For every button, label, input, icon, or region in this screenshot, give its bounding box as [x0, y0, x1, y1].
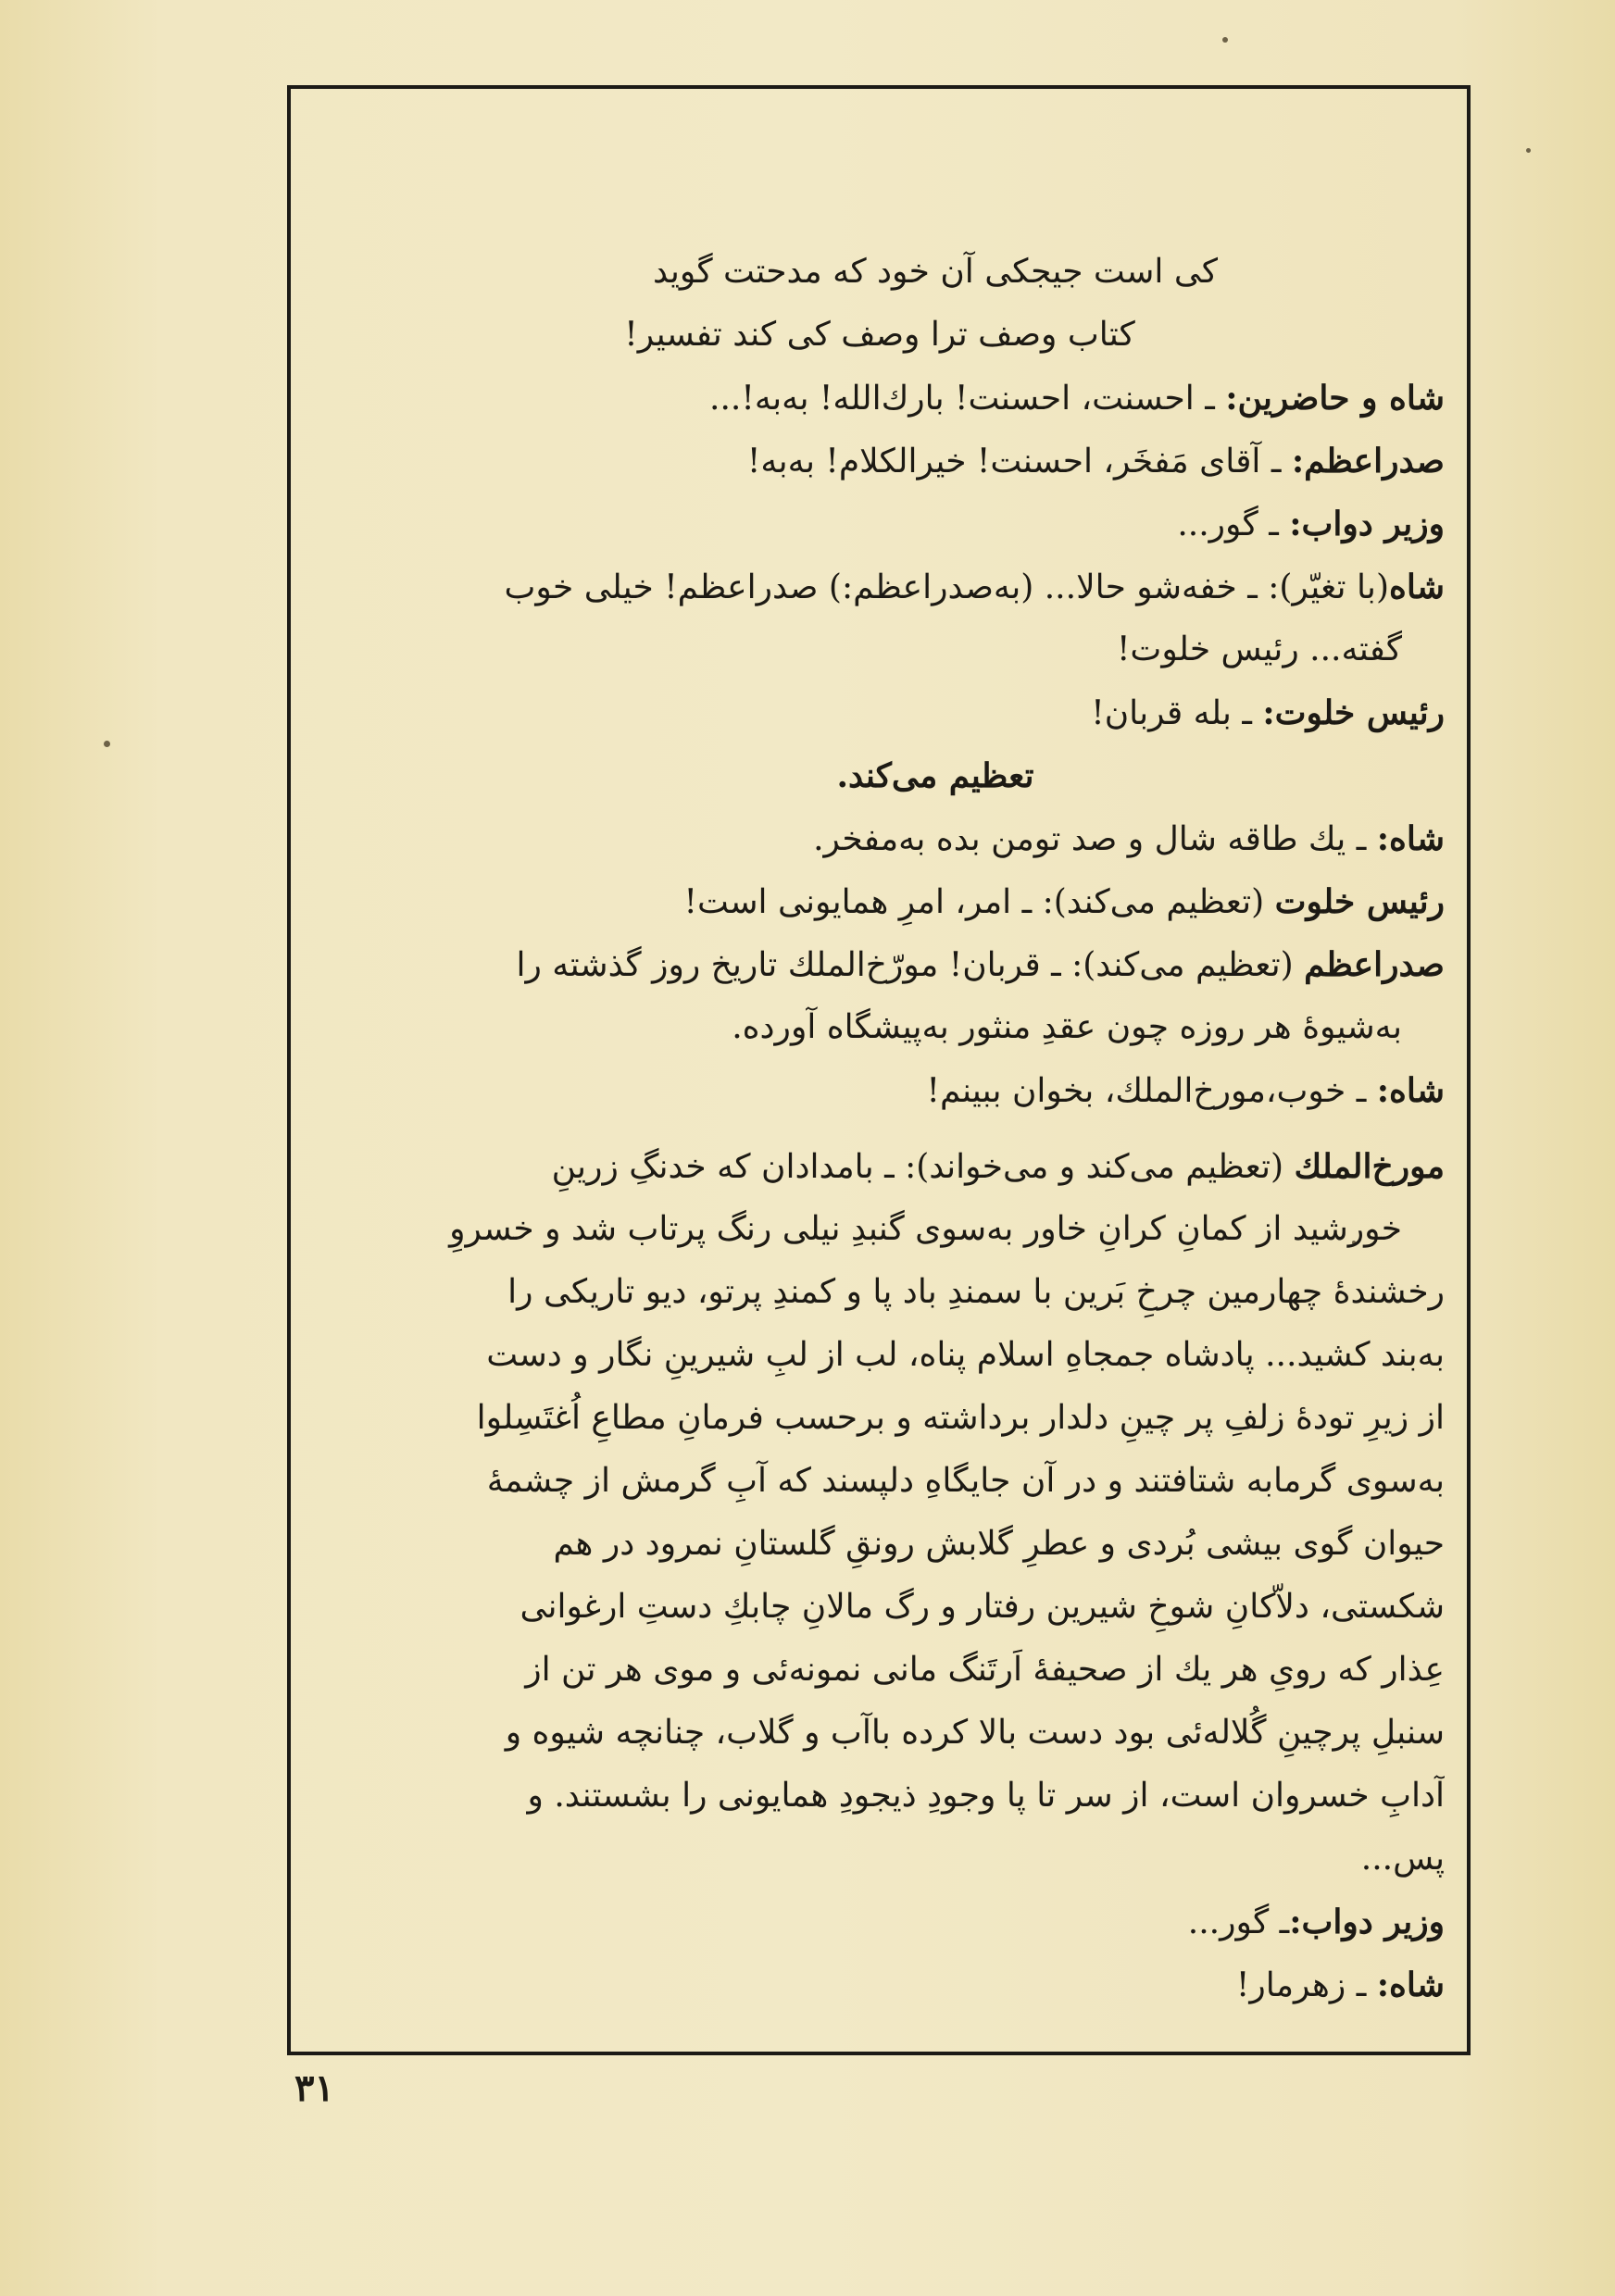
speaker: رئیس خلوت [1274, 882, 1445, 921]
speaker: شاه و حاضرین: [1225, 379, 1445, 418]
line-text: سنبلِ پرچینِ گُلاله‌ئی بود دست بالا کرده باآب و گلاب، چنانچه شیوه و [505, 1714, 1445, 1752]
dialogue-continuation [315, 618, 1445, 681]
paper-speck [1222, 37, 1228, 43]
line-text: به‌سوی گرمابه شتافتند و در آن جایگاهِ دلپسند که آبِ گرمش از چشمهٔ [486, 1462, 1445, 1500]
verse-line-2: کتاب وصف ترا وصف کی کند تفسیر! [624, 316, 1135, 354]
line-text: حیوان گوی بیشی بُردی و عطرِ گلابش رونقِ گلستانِ نمرود در هم [553, 1525, 1445, 1563]
dialogue-line [315, 430, 1445, 493]
line-text: از زیرِ تودهٔ زلفِ پر چینِ دلدار برداشته و برحسب فرمانِ مطاعِ اُغتَسِلوا [476, 1399, 1445, 1437]
line-text: شکستی، دلاّکانِ شوخِ شیرین رفتار و رگ مالانِ چابكِ دستِ ارغوانی [520, 1588, 1445, 1626]
dialogue-continuation [315, 1702, 1445, 1765]
stage-direction: تعظیم می‌کند. [836, 756, 1034, 795]
dialogue-continuation [315, 1639, 1445, 1702]
speaker: صدراعظم: [1291, 442, 1445, 480]
verse-line-1: کی است جیجکی آن خود که مدحتت گوید [652, 253, 1219, 291]
dialogue-line [315, 1890, 1445, 1953]
line-text: (تعظیم می‌کند و می‌خواند): ـ بامدادان که خدنگِ زرینِ [551, 1148, 1295, 1186]
line-text: (تعظیم می‌کند): ـ قربان! مورّخ‌الملك تاریخ روز گذشته را [516, 946, 1305, 984]
dialogue-continuation [315, 1828, 1445, 1890]
dialogue-continuation [315, 1765, 1445, 1828]
speaker: شاه [1389, 568, 1445, 606]
dialogue-line [315, 1059, 1445, 1122]
dialogue-line [315, 681, 1445, 744]
line-text: ـ آقای مَفخَر، احسنت! خیرالکلام! به‌به! [746, 443, 1292, 480]
dialogue-line [315, 807, 1445, 870]
speaker: شاه: [1376, 1965, 1445, 2004]
dialogue-continuation [315, 1198, 1445, 1261]
line-text: ـ خوب،مورخ‌الملك، بخوان ببینم! [926, 1072, 1377, 1110]
dialogue-line [315, 933, 1445, 996]
line-text: آدابِ خسروان است، از سر تا پا وجودِ ذیجودِ همایونی را بشستند. و [527, 1777, 1445, 1815]
play-text [315, 241, 1445, 2016]
line-text: ـ گور... [1177, 505, 1290, 543]
dialogue-continuation [315, 1261, 1445, 1324]
paper-speck [1526, 148, 1531, 153]
speaker: وزیر دواب: [1289, 505, 1445, 543]
line-text: گفته... رئیس خلوت! [1116, 630, 1402, 668]
line-text: پس... [1360, 1840, 1445, 1878]
dialogue-continuation [315, 1324, 1445, 1387]
dialogue-line [315, 493, 1445, 555]
paper-speck [104, 741, 110, 747]
line-text: ـ احسنت، احسنت! بارك‌الله! به‌به!... [709, 380, 1226, 418]
dialogue-continuation [315, 996, 1445, 1059]
speaker: مورخ‌الملك [1294, 1147, 1445, 1186]
line-text: عِذار که رویِ هر یك از صحیفهٔ اَرتَنگ مانی نمونه‌ئی و موی هر تن از [525, 1651, 1445, 1689]
dialogue-line [315, 870, 1445, 933]
line-text: (تعظیم می‌کند): ـ امر، امرِ همایونی است! [683, 883, 1275, 921]
dialogue-line [315, 367, 1445, 430]
speaker: شاه: [1376, 1071, 1445, 1110]
line-text: رخشندهٔ چهارمین چرخِ بَرین با سمندِ باد پا و کمندِ پرتو، دیو تاریکی را [507, 1273, 1445, 1311]
dialogue-continuation [315, 1576, 1445, 1639]
line-text: به‌شیوهٔ هر روزه چون عقدِ منثور به‌پیشگاه آورده. [732, 1008, 1402, 1046]
line-text: ـ گور... [1187, 1903, 1290, 1941]
dialogue-line [315, 555, 1445, 618]
line-text: ـ یك طاقه شال و صد تومن بده به‌مفخر. [813, 820, 1377, 858]
dialogue-continuation [315, 1513, 1445, 1576]
page-number: ۳۱ [294, 2066, 334, 2110]
line-text: ـ بله قربان! [1091, 694, 1263, 732]
line-text: خورشید از کمانِ کرانِ خاور به‌سوی گنبدِ نیلی رنگ پرتاب شد و خسروِ [449, 1210, 1402, 1248]
line-text: به‌بند کشید... پادشاه جمجاهِ اسلام پناه، لب از لبِ شیرینِ نگار و دست [486, 1336, 1445, 1374]
speaker: شاه: [1376, 819, 1445, 858]
speaker: صدراعظم [1304, 945, 1445, 984]
speaker: رئیس خلوت: [1262, 693, 1445, 732]
dialogue-line [315, 1135, 1445, 1198]
dialogue-continuation [315, 1450, 1445, 1513]
line-text: (با تغیّر): ـ خفه‌شو حالا... (به‌صدراعظم:) صدراعظم! خیلی خوب [504, 568, 1389, 606]
speaker: وزیر دواب: [1289, 1903, 1445, 1941]
dialogue-continuation [315, 1387, 1445, 1450]
dialogue-line [315, 1953, 1445, 2016]
line-text: ـ زهرمار! [1235, 1966, 1377, 2004]
